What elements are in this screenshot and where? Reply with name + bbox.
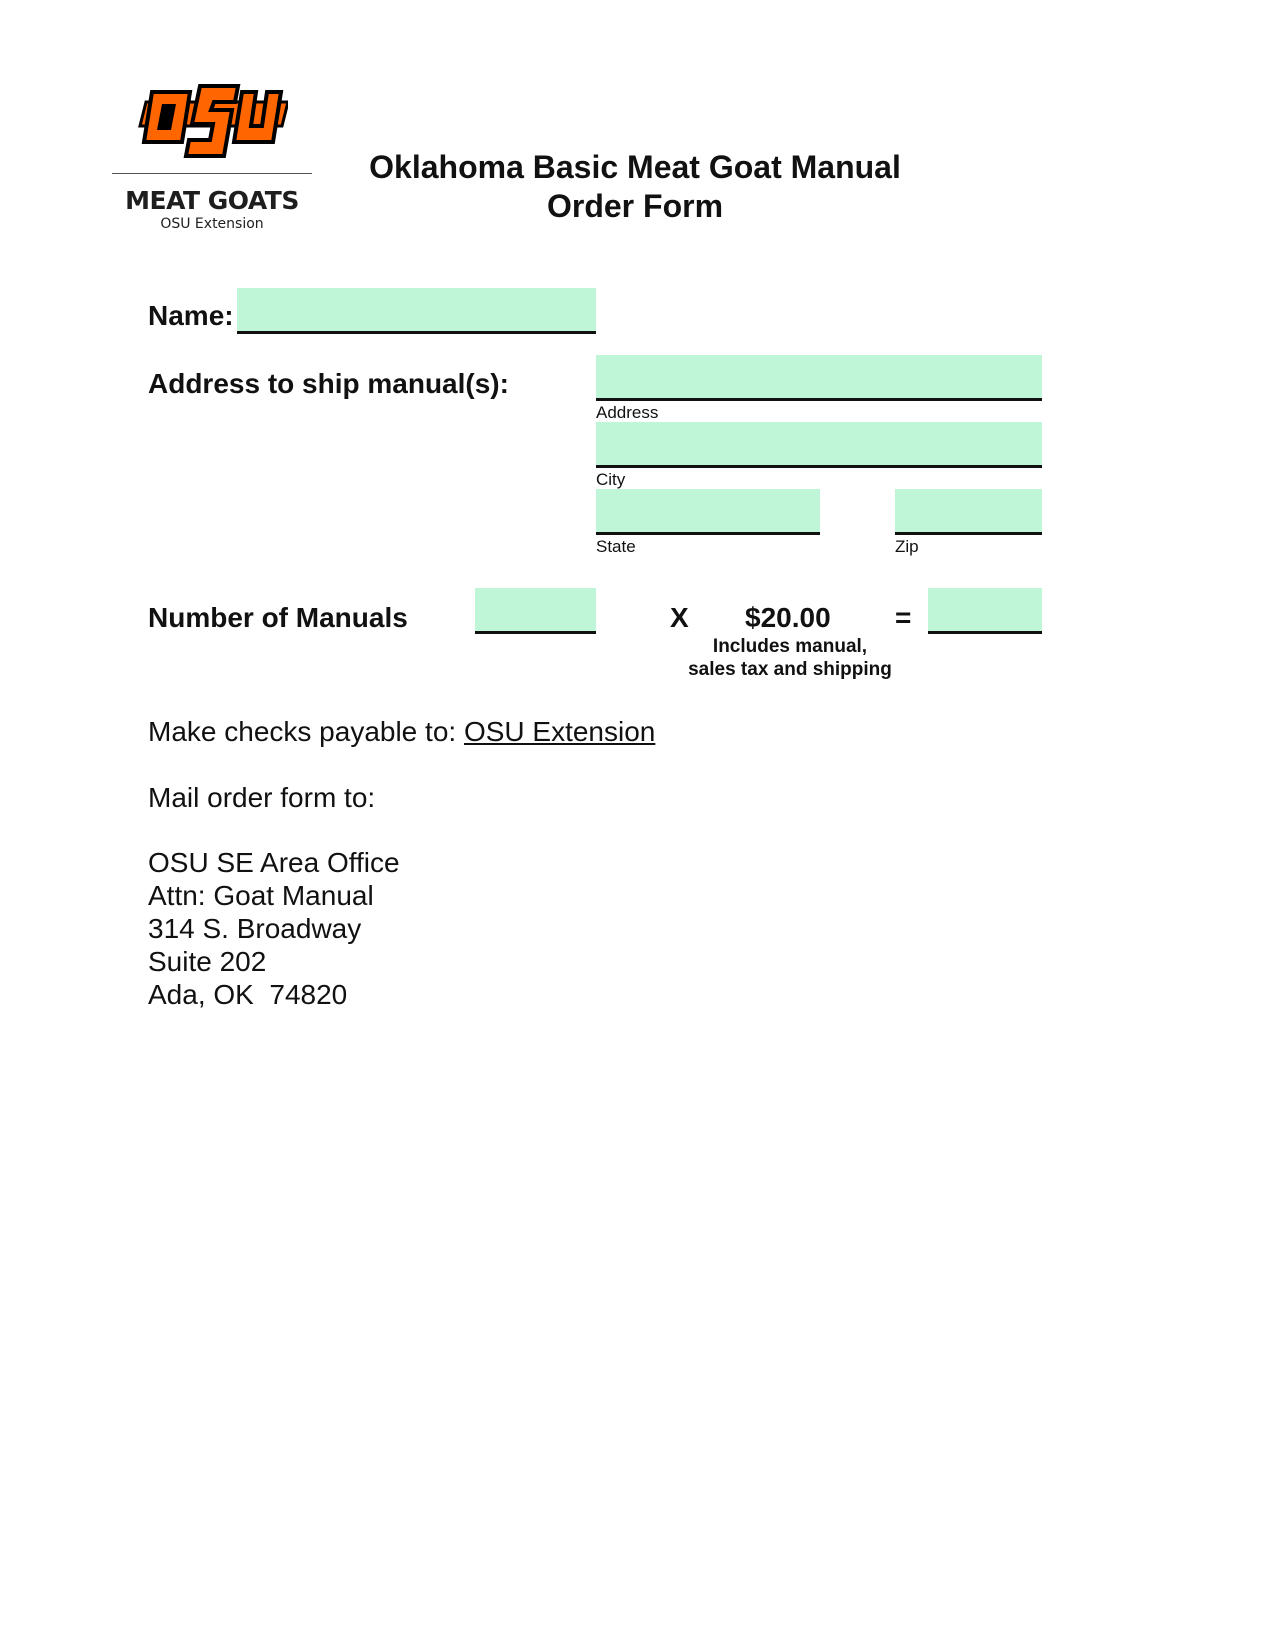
mailing-address-line: 314 S. Broadway xyxy=(148,913,362,944)
mailing-address-line: Attn: Goat Manual xyxy=(148,880,374,911)
city-field-label: City xyxy=(596,470,626,489)
price-note-line-1: Includes manual, xyxy=(712,636,868,657)
osu-brand-mark-icon xyxy=(140,86,288,156)
manuals-quantity-field[interactable] xyxy=(475,588,596,634)
name-label: Name: xyxy=(148,300,234,331)
name-field[interactable] xyxy=(237,288,596,334)
checks-payable-line xyxy=(148,716,655,748)
unit-price: $20.00 xyxy=(745,602,831,633)
mailing-address xyxy=(148,846,400,1011)
mailing-address-line: OSU SE Area Office xyxy=(148,847,400,878)
zip-field-label: Zip xyxy=(895,537,919,556)
multiply-symbol: X xyxy=(670,602,689,633)
address-heading: Address to ship manual(s): xyxy=(148,368,509,399)
address-field-label: Address xyxy=(596,403,659,422)
state-field-label: State xyxy=(596,537,636,556)
zip-field[interactable] xyxy=(895,489,1042,535)
city-field[interactable] xyxy=(596,422,1042,468)
address-field[interactable] xyxy=(596,355,1042,401)
page-title xyxy=(330,148,940,226)
price-note-line-2: sales tax and shipping xyxy=(688,659,892,680)
manuals-label: Number of Manuals xyxy=(148,602,408,633)
title-line-1: Oklahoma Basic Meat Goat Manual xyxy=(369,149,901,185)
logo-subtitle: OSU Extension xyxy=(160,216,264,232)
state-field[interactable] xyxy=(596,489,820,535)
mail-to-label: Mail order form to: xyxy=(148,782,376,813)
checks-payable-prefix: Make checks payable to: xyxy=(148,716,464,747)
payee-name: OSU Extension xyxy=(463,716,656,747)
logo-title: MEAT GOATS xyxy=(125,186,299,215)
total-field[interactable] xyxy=(928,588,1042,634)
mailing-address-line: Ada, OK 74820 xyxy=(148,979,348,1010)
price-note xyxy=(660,635,920,681)
osu-logo xyxy=(138,82,288,160)
mailing-address-line: Suite 202 xyxy=(148,946,267,977)
logo-divider xyxy=(112,173,312,174)
title-line-2: Order Form xyxy=(546,188,724,224)
equals-symbol: = xyxy=(895,602,912,633)
